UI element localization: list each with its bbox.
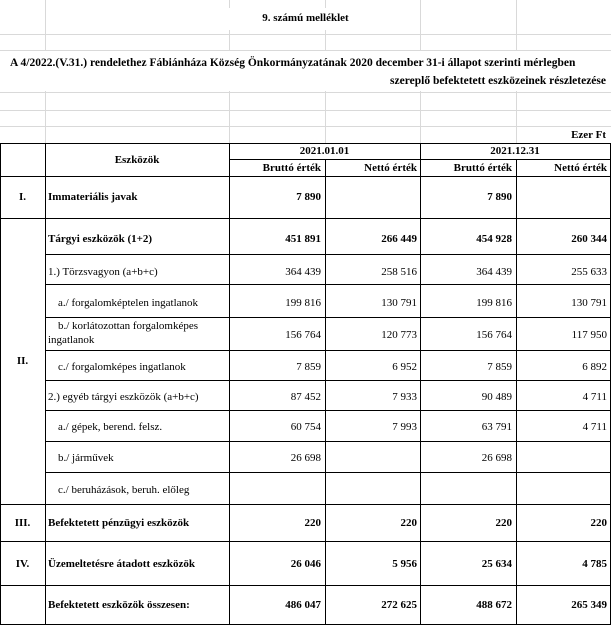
row-label: a./ forgalomképtelen ingatlanok xyxy=(58,297,199,309)
annex-title: 9. számú melléklet xyxy=(262,12,349,24)
report-heading-line1: A 4/2022.(V.31.) rendelethez Fábiánháza Község Önkormányzatának 2020 december 31-i állapot szerinti mérlegben xyxy=(10,57,576,69)
header-net-start: Nettó érték xyxy=(364,162,417,174)
cell-gross-end: 63 791 xyxy=(481,421,512,433)
group-label-iv: IV. xyxy=(15,558,30,570)
cell-net-end: 4 711 xyxy=(582,421,607,433)
cell-net-start: 266 449 xyxy=(381,233,417,245)
row-label: Immateriális javak xyxy=(48,191,138,203)
cell-net-start: 7 993 xyxy=(392,421,417,433)
cell-net-start: 130 791 xyxy=(381,297,417,309)
cell-gross-end: 26 698 xyxy=(481,452,512,464)
cell-gross-end: 25 634 xyxy=(481,558,512,570)
report-heading-line2: szereplő befektetett eszközeinek részletezése xyxy=(390,75,606,87)
cell-gross-start: 451 891 xyxy=(285,233,321,245)
cell-gross-end: 156 764 xyxy=(476,329,512,341)
unit-label: Ezer Ft xyxy=(571,129,606,141)
cell-net-end: 4 711 xyxy=(582,391,607,403)
header-date-end: 2021.12.31 xyxy=(490,145,540,157)
header-net-end: Nettó érték xyxy=(554,162,607,174)
cell-gross-start: 199 816 xyxy=(285,297,321,309)
cell-gross-end: 454 928 xyxy=(476,233,512,245)
cell-gross-start: 87 452 xyxy=(290,391,321,403)
row-label: c./ forgalomképes ingatlanok xyxy=(58,361,186,373)
cell-gross-end: 488 672 xyxy=(476,599,512,611)
cell-gross-start: 26 698 xyxy=(290,452,321,464)
header-gross-end: Bruttó érték xyxy=(453,162,512,174)
cell-net-start: 5 956 xyxy=(392,558,417,570)
cell-gross-end: 7 890 xyxy=(487,191,512,203)
row-label: 2.) egyéb tárgyi eszközök (a+b+c) xyxy=(48,391,199,403)
row-label: Befektetett pénzügyi eszközök xyxy=(48,517,190,529)
cell-net-end: 255 633 xyxy=(571,266,607,278)
cell-net-end: 130 791 xyxy=(571,297,607,309)
group-label-iii: III. xyxy=(14,517,31,529)
row-label: c./ beruházások, beruh. előleg xyxy=(58,484,190,496)
header-assets: Eszközök xyxy=(114,154,160,166)
header-gross-start: Bruttó érték xyxy=(262,162,321,174)
cell-gross-start: 364 439 xyxy=(285,266,321,278)
row-label: Üzemeltetésre átadott eszközök xyxy=(48,558,196,570)
group-label-i: I. xyxy=(18,191,27,203)
row-label: b./ járművek xyxy=(58,452,114,464)
row-label-continued: ingatlanok xyxy=(48,334,95,346)
cell-net-start: 272 625 xyxy=(381,599,417,611)
cell-gross-end: 220 xyxy=(495,517,512,529)
cell-net-end: 220 xyxy=(590,517,607,529)
cell-net-end: 265 349 xyxy=(571,599,607,611)
cell-net-end: 4 785 xyxy=(582,558,607,570)
cell-net-start: 120 773 xyxy=(381,329,417,341)
row-label: 1.) Törzsvagyon (a+b+c) xyxy=(48,266,158,278)
group-label-ii: II. xyxy=(16,355,29,367)
cell-gross-end: 7 859 xyxy=(487,361,512,373)
row-label: Tárgyi eszközök (1+2) xyxy=(48,233,153,245)
cell-gross-start: 26 046 xyxy=(290,558,321,570)
cell-gross-start: 156 764 xyxy=(285,329,321,341)
cell-net-start: 7 933 xyxy=(392,391,417,403)
row-label-total: Befektetett eszközök összesen: xyxy=(48,599,190,611)
cell-net-end: 260 344 xyxy=(571,233,607,245)
cell-gross-start: 220 xyxy=(304,517,321,529)
cell-gross-start: 7 859 xyxy=(296,361,321,373)
cell-net-start: 6 952 xyxy=(392,361,417,373)
cell-net-end: 117 950 xyxy=(571,329,607,341)
cell-gross-start: 7 890 xyxy=(296,191,321,203)
cell-gross-end: 199 816 xyxy=(476,297,512,309)
cell-gross-start: 60 754 xyxy=(290,421,321,433)
header-date-start: 2021.01.01 xyxy=(299,145,350,157)
row-label: a./ gépek, berend. felsz. xyxy=(58,421,163,433)
cell-gross-end: 364 439 xyxy=(476,266,512,278)
row-label: b./ korlátozottan forgalomképes xyxy=(58,320,199,332)
cell-net-start: 258 516 xyxy=(381,266,417,278)
cell-gross-end: 90 489 xyxy=(481,391,512,403)
cell-net-start: 220 xyxy=(400,517,417,529)
cell-net-end: 6 892 xyxy=(582,361,607,373)
cell-gross-start: 486 047 xyxy=(285,599,321,611)
